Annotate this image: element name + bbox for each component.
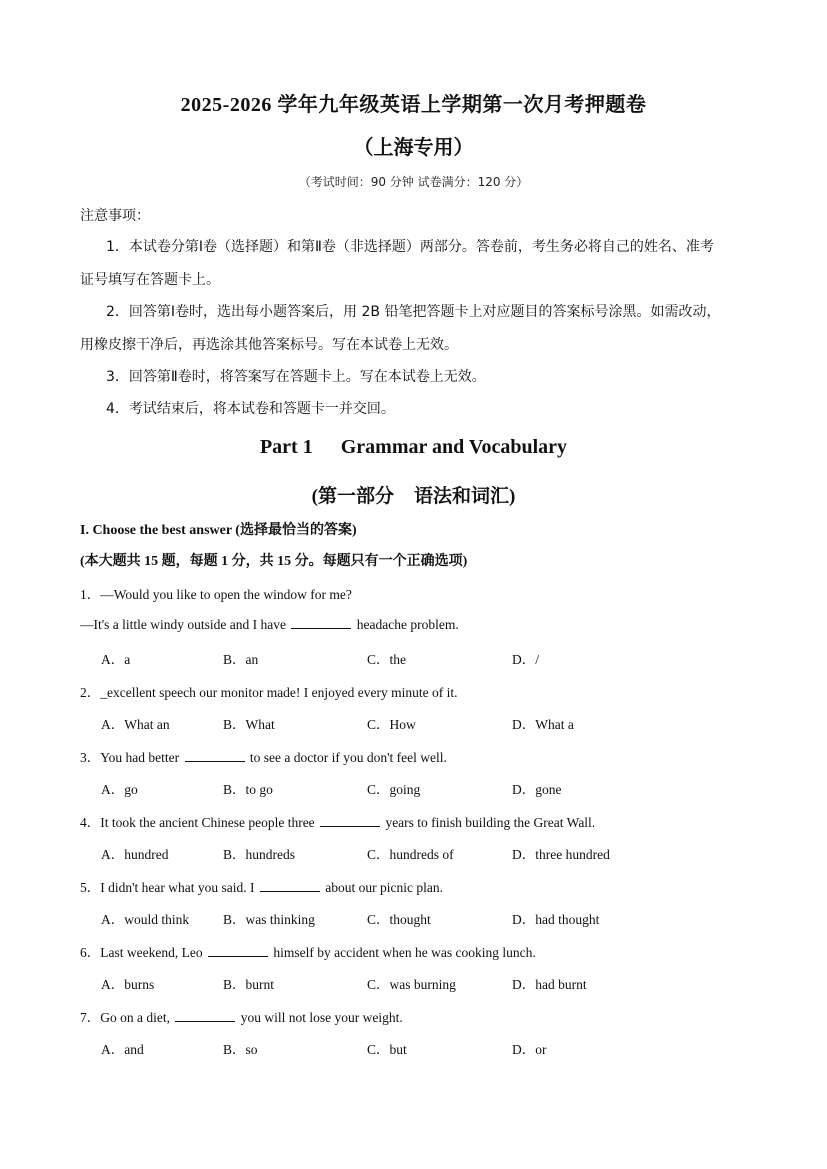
part-name: Grammar and Vocabulary xyxy=(340,436,568,458)
option-d: D．/ xyxy=(512,652,539,667)
question-number: 7． xyxy=(80,1010,101,1025)
answer-blank xyxy=(208,944,268,957)
notice-heading: 注意事项： xyxy=(80,208,150,224)
option-b: B．an xyxy=(223,652,259,667)
option-c: C．thought xyxy=(367,912,431,927)
notice-item-line: 2．回答第Ⅰ卷时，选出每小题答案后，用 2B 铅笔把答题卡上对应题目的答案标号涂黑。如需改动， xyxy=(106,304,721,320)
question-number: 4． xyxy=(80,815,101,830)
question-text: to see a doctor if you don't feel well. xyxy=(249,750,447,765)
part-sub-name: 语法和词汇) xyxy=(414,486,516,507)
option-b: B．hundreds xyxy=(223,847,295,862)
option-d: D．gone xyxy=(512,782,562,797)
question-text: Go on a diet, xyxy=(100,1010,170,1025)
option-a: A．hundred xyxy=(101,847,169,862)
question-text: You had better xyxy=(100,750,180,765)
question-number: 5． xyxy=(80,880,101,895)
question-text: I didn't hear what you said. I xyxy=(100,880,255,895)
notice-item-line: 4．考试结束后，将本试卷和答题卡一并交回。 xyxy=(106,401,395,417)
part-title xyxy=(0,436,827,459)
answer-blank xyxy=(260,879,320,892)
option-a: A．a xyxy=(101,652,131,667)
option-a: A．burns xyxy=(101,977,155,992)
option-c: C．How xyxy=(367,717,416,732)
option-d: D．had burnt xyxy=(512,977,587,992)
option-c: C．going xyxy=(367,782,421,797)
option-b: B．to go xyxy=(223,782,273,797)
question-5 xyxy=(80,876,443,896)
option-b: B．What xyxy=(223,717,275,732)
option-d: D．What a xyxy=(512,717,574,732)
answer-blank xyxy=(291,616,351,629)
notice-item-3 xyxy=(80,361,750,394)
question-2 xyxy=(80,681,458,701)
question-text: you will not lose your weight. xyxy=(240,1010,403,1025)
exam-subtitle: （上海专用） xyxy=(353,137,474,159)
question-text: himself by accident when he was cooking lunch. xyxy=(273,945,536,960)
answer-blank xyxy=(185,749,245,762)
option-b: B．so xyxy=(223,1042,258,1057)
notice-item-line: 3．回答第Ⅱ卷时，将答案写在答题卡上。写在本试卷上无效。 xyxy=(106,369,486,385)
option-c: C．but xyxy=(367,1042,407,1057)
answer-blank xyxy=(320,814,380,827)
notice-item-line: 1．本试卷分第Ⅰ卷（选择题）和第Ⅱ卷（非选择题）两部分。答卷前，考生务必将自己的姓名、准考 xyxy=(106,239,714,255)
option-d: D．three hundred xyxy=(512,847,610,862)
question-number: 3． xyxy=(80,750,101,765)
question-4 xyxy=(80,811,595,831)
notice-item-line: 证号填写在答题卡上。 xyxy=(80,272,220,288)
question-1-line-2 xyxy=(80,616,459,633)
section-note: (本大题共 15 题，每题 1 分，共 15 分。每题只有一个正确选项) xyxy=(80,554,468,569)
question-text: —It's a little windy outside and I have xyxy=(80,617,287,632)
exam-title: 2025-2026 学年九年级英语上学期第一次月考押题卷 xyxy=(180,94,647,116)
exam-info: （考试时间：90 分钟 试卷满分：120 分） xyxy=(298,175,529,189)
question-6 xyxy=(80,941,536,961)
option-d: D．had thought xyxy=(512,912,600,927)
question-text: It took the ancient Chinese people three xyxy=(100,815,315,830)
option-c: C．was burning xyxy=(367,977,456,992)
question-7 xyxy=(80,1006,403,1026)
option-c: C．hundreds of xyxy=(367,847,454,862)
option-c: C．the xyxy=(367,652,406,667)
question-3 xyxy=(80,746,447,766)
question-number: 2． xyxy=(80,685,101,700)
part-number: Part 1 xyxy=(259,436,313,458)
part-subtitle xyxy=(0,481,827,508)
question-number: 6． xyxy=(80,945,101,960)
question-text: _excellent speech our monitor made! I enjoyed every minute of it. xyxy=(100,685,458,700)
part-sub-number: (第一部分 xyxy=(311,486,394,507)
question-text: headache problem. xyxy=(356,617,459,632)
notice-item-4 xyxy=(80,393,750,426)
question-text: Last weekend, Leo xyxy=(100,945,203,960)
section-heading: I. Choose the best answer (选择最恰当的答案) xyxy=(80,523,357,538)
option-b: B．was thinking xyxy=(223,912,315,927)
option-a: A．would think xyxy=(101,912,190,927)
option-d: D．or xyxy=(512,1042,547,1057)
question-text: years to finish building the Great Wall. xyxy=(385,815,596,830)
option-a: A．What an xyxy=(101,717,170,732)
question-text: —Would you like to open the window for me? xyxy=(100,587,352,602)
question-text: about our picnic plan. xyxy=(325,880,443,895)
notice-item-1 xyxy=(80,231,750,297)
option-b: B．burnt xyxy=(223,977,275,992)
option-a: A．and xyxy=(101,1042,144,1057)
notice-item-line: 用橡皮擦干净后，再选涂其他答案标号。写在本试卷上无效。 xyxy=(80,337,458,353)
question-number: 1． xyxy=(80,587,101,602)
answer-blank xyxy=(175,1009,235,1022)
notice-item-2 xyxy=(80,296,750,362)
option-a: A．go xyxy=(101,782,138,797)
question-1-line-1 xyxy=(80,583,352,603)
